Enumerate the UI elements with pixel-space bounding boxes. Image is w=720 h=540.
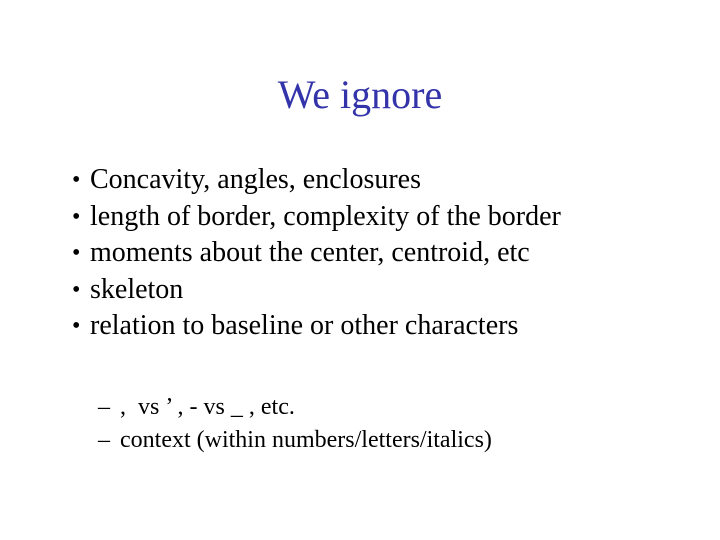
slide-title: We ignore [277,72,443,117]
bullet-text: skeleton [90,273,184,305]
sub-bullet-marker: – [98,427,110,453]
bullet-text: Concavity, angles, enclosures [90,164,421,195]
bullet-item [0,235,720,272]
sub-bullet-text: , vs ’ , - vs _ , etc. [120,394,295,420]
bullet-marker: • [72,276,81,303]
bullet-marker: • [72,203,81,230]
bullet-list [0,162,720,345]
bullet-item [0,199,720,236]
bullet-text: length of border, complexity of the border [90,200,561,232]
sub-bullet-item [0,425,720,458]
bullet-text: relation to baseline or other characters [90,310,519,341]
bullet-item [0,308,720,345]
sub-bullet-text: context (within numbers/letters/italics) [120,427,492,453]
bullet-marker: • [72,167,81,193]
sub-bullet-marker: – [98,394,110,420]
bullet-marker: • [72,240,81,266]
bullet-text: moments about the center, centroid, etc [90,237,530,268]
bullet-marker: • [72,313,81,339]
sub-bullet-list [0,392,720,458]
bullet-item [0,162,720,199]
sub-bullet-item [0,392,720,425]
bullet-item [0,272,720,309]
